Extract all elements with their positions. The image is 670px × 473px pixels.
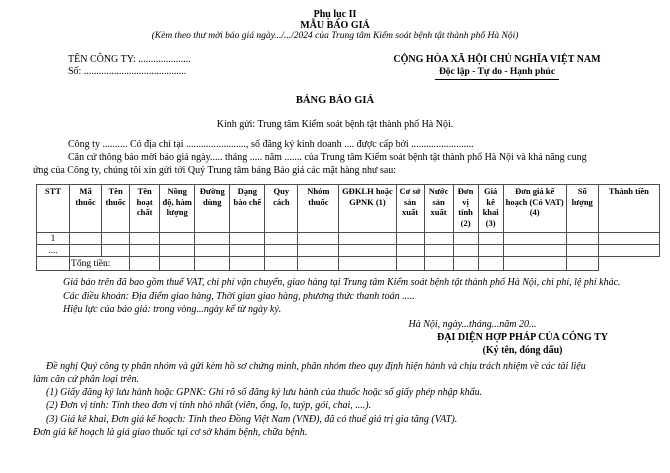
footnote-1: (1) Giấy đăng ký lưu hành hoặc GPNK: Ghi rõ số đăng ký lưu hành của thuốc hoặc số giấy phép nhập khẩu.: [46, 386, 483, 398]
empty-cell: [195, 233, 230, 245]
table-total-row: [37, 257, 660, 271]
form-title: MẪU BÁO GIÁ: [300, 20, 370, 31]
request-line-1: Đề nghị Quý công ty phân nhóm và gửi kèm hồ sơ chứng minh, phân nhóm theo quy định hiện hành và chịu trách nhiệm về các tài liệu: [46, 360, 586, 372]
header-thanh-tien: Thành tiền: [598, 185, 659, 233]
form-subtitle: (Kèm theo thư mời báo giá ngày.../.../2024 của Trung tâm Kiểm soát bệnh tật thành phố Hà Nội): [151, 31, 519, 41]
header-ten-hoat-chat: Tên hoạt chất: [130, 185, 160, 233]
empty-cell: [424, 245, 453, 257]
empty-cell: [230, 257, 265, 271]
footnote-2: (2) Đơn vị tính: Tính theo đơn vị tính nhỏ nhất (viên, ống, lọ, tuýp, gói, chai, ....).: [46, 400, 372, 411]
row-number: ....: [37, 245, 70, 257]
empty-cell: [70, 233, 102, 245]
footnote-3: (3) Giá kê khai, Đơn giá kế hoạch: Tính theo Đồng Việt Nam (VNĐ), đã có thuế giá trị gia tăng (VAT).: [46, 413, 458, 425]
empty-cell: [195, 245, 230, 257]
empty-cell: [566, 233, 598, 245]
empty-cell: [298, 233, 339, 245]
header-nong-do: Nồng độ, hàm lượng: [160, 185, 195, 233]
header-nuoc-san-xuat: Nước sản xuất: [424, 185, 453, 233]
header-so-luong: Số lượng: [566, 185, 598, 233]
empty-cell: [478, 257, 503, 271]
signature-instruction: (Ký tên, đóng dấu): [482, 344, 563, 356]
total-label: Tổng tiền:: [70, 257, 130, 271]
empty-cell: [130, 245, 160, 257]
notes-block: [63, 276, 670, 317]
empty-cell: [396, 257, 424, 271]
letterhead-left: [68, 54, 191, 80]
appendix-label: Phụ lục II: [313, 9, 357, 20]
empty-cell: [396, 245, 424, 257]
empty-cell: [503, 257, 566, 271]
header-don-vi-tinh: Đơn vị tính (2): [453, 185, 478, 233]
empty-cell: [160, 233, 195, 245]
empty-cell: [453, 233, 478, 245]
header-don-gia-ke-hoach: Đơn giá kế hoạch (Có VAT) (4): [503, 185, 566, 233]
note-terms: Các điều khoản: Địa điểm giao hàng, Thời gian giao hàng, phương thức thanh toán .....: [63, 290, 415, 302]
header-nhom-thuoc: Nhóm thuốc: [298, 185, 339, 233]
document-title: BẢNG BÁO GIÁ: [295, 95, 375, 106]
empty-cell: [598, 233, 659, 245]
empty-cell: [298, 245, 339, 257]
empty-cell: [503, 233, 566, 245]
empty-cell: [37, 257, 70, 271]
empty-cell: [102, 245, 130, 257]
national-title: CỘNG HÒA XÃ HỘI CHỦ NGHĨA VIỆT NAM: [393, 54, 601, 65]
empty-cell: [478, 245, 503, 257]
empty-cell: [265, 257, 298, 271]
header-ma-thuoc: Mã thuốc: [70, 185, 102, 233]
header-stt: STT: [37, 185, 70, 233]
row-number: 1: [37, 233, 70, 245]
company-name-field: TÊN CÔNG TY: .....................: [68, 54, 191, 65]
header-dang-bao-che: Dạng bào chế: [230, 185, 265, 233]
empty-cell: [598, 245, 659, 257]
empty-cell: [230, 245, 265, 257]
empty-cell: [478, 233, 503, 245]
header-co-so-san-xuat: Cơ sở sản xuất: [396, 185, 424, 233]
empty-cell: [130, 257, 160, 271]
header-duong-dung: Đường dùng: [195, 185, 230, 233]
empty-cell: [298, 257, 339, 271]
quotation-table: [36, 184, 660, 271]
table-header-row: [37, 185, 660, 233]
empty-cell: [195, 257, 230, 271]
empty-cell: [230, 233, 265, 245]
empty-cell: [130, 233, 160, 245]
table-row-ellipsis: [37, 245, 660, 257]
intro-paragraph: [33, 138, 642, 177]
letterhead-right: [362, 54, 632, 80]
header-quy-cach: Quy cách: [265, 185, 298, 233]
classification-request: [33, 360, 645, 386]
empty-cell: [102, 233, 130, 245]
empty-cell: [160, 245, 195, 257]
intro-line-2: Căn cứ thông báo mời báo giá ngày..... tháng ..... năm ....... của Trung tâm Kiểm soát bệnh tật thành phố Hà Nội và khả năng cung: [68, 152, 587, 163]
footnotes-block: [33, 386, 645, 440]
empty-cell: [70, 245, 102, 257]
footnote-4: Đơn giá kế hoạch là giá giao thuốc tại cơ sở khám bệnh, chữa bệnh.: [33, 427, 308, 438]
empty-cell: [503, 245, 566, 257]
empty-cell: [566, 257, 598, 271]
signature-title: ĐẠI DIỆN HỢP PHÁP CỦA CÔNG TY: [437, 331, 608, 343]
recipient-line: Kính gửi: Trung tâm Kiểm soát bệnh tật thành phố Hà Nội.: [216, 119, 454, 130]
empty-cell: [339, 245, 396, 257]
signature-block: [365, 319, 655, 357]
table-row-1: [37, 233, 660, 245]
document-number-field: Số: .........................................: [68, 66, 187, 77]
empty-cell: [339, 257, 396, 271]
empty-cell: [424, 257, 453, 271]
signature-place-date: Hà Nội, ngày...tháng...năm 20...: [408, 318, 537, 330]
intro-line-3: ứng của Công ty, chúng tôi xin gửi tới Quý Trung tâm bảng Báo giá các mặt hàng như sau:: [33, 165, 397, 176]
header-ten-thuoc: Tên thuốc: [102, 185, 130, 233]
national-motto: Độc lập - Tự do - Hạnh phúc: [435, 66, 559, 80]
request-line-2: làm căn cứ phân loại trên.: [33, 373, 139, 385]
note-validity: Hiệu lực của báo giá: trong vòng...ngày kể từ ngày ký.: [63, 304, 282, 315]
empty-cell: [566, 245, 598, 257]
intro-line-1: Công ty .......... Có địa chỉ tại ........................, số đăng ký kinh doanh .... được cấp bởi .........................: [68, 139, 474, 150]
empty-cell: [396, 233, 424, 245]
header-gia-ke-khai: Giá kê khai (3): [478, 185, 503, 233]
empty-cell: [424, 233, 453, 245]
empty-cell: [265, 233, 298, 245]
empty-cell: [339, 233, 396, 245]
empty-cell: [453, 257, 478, 271]
header-gdklh: GĐKLH hoặc GPNK (1): [339, 185, 396, 233]
empty-cell: [160, 257, 195, 271]
empty-cell: [453, 245, 478, 257]
letterhead: [0, 54, 670, 80]
empty-cell: [265, 245, 298, 257]
note-vat: Giá báo trên đã bao gồm thuế VAT, chi phí vận chuyển, giao hàng tại Trung tâm Kiểm soát bệnh tật thành phố Hà Nội, chi phí, lệ phí khác.: [63, 277, 621, 288]
